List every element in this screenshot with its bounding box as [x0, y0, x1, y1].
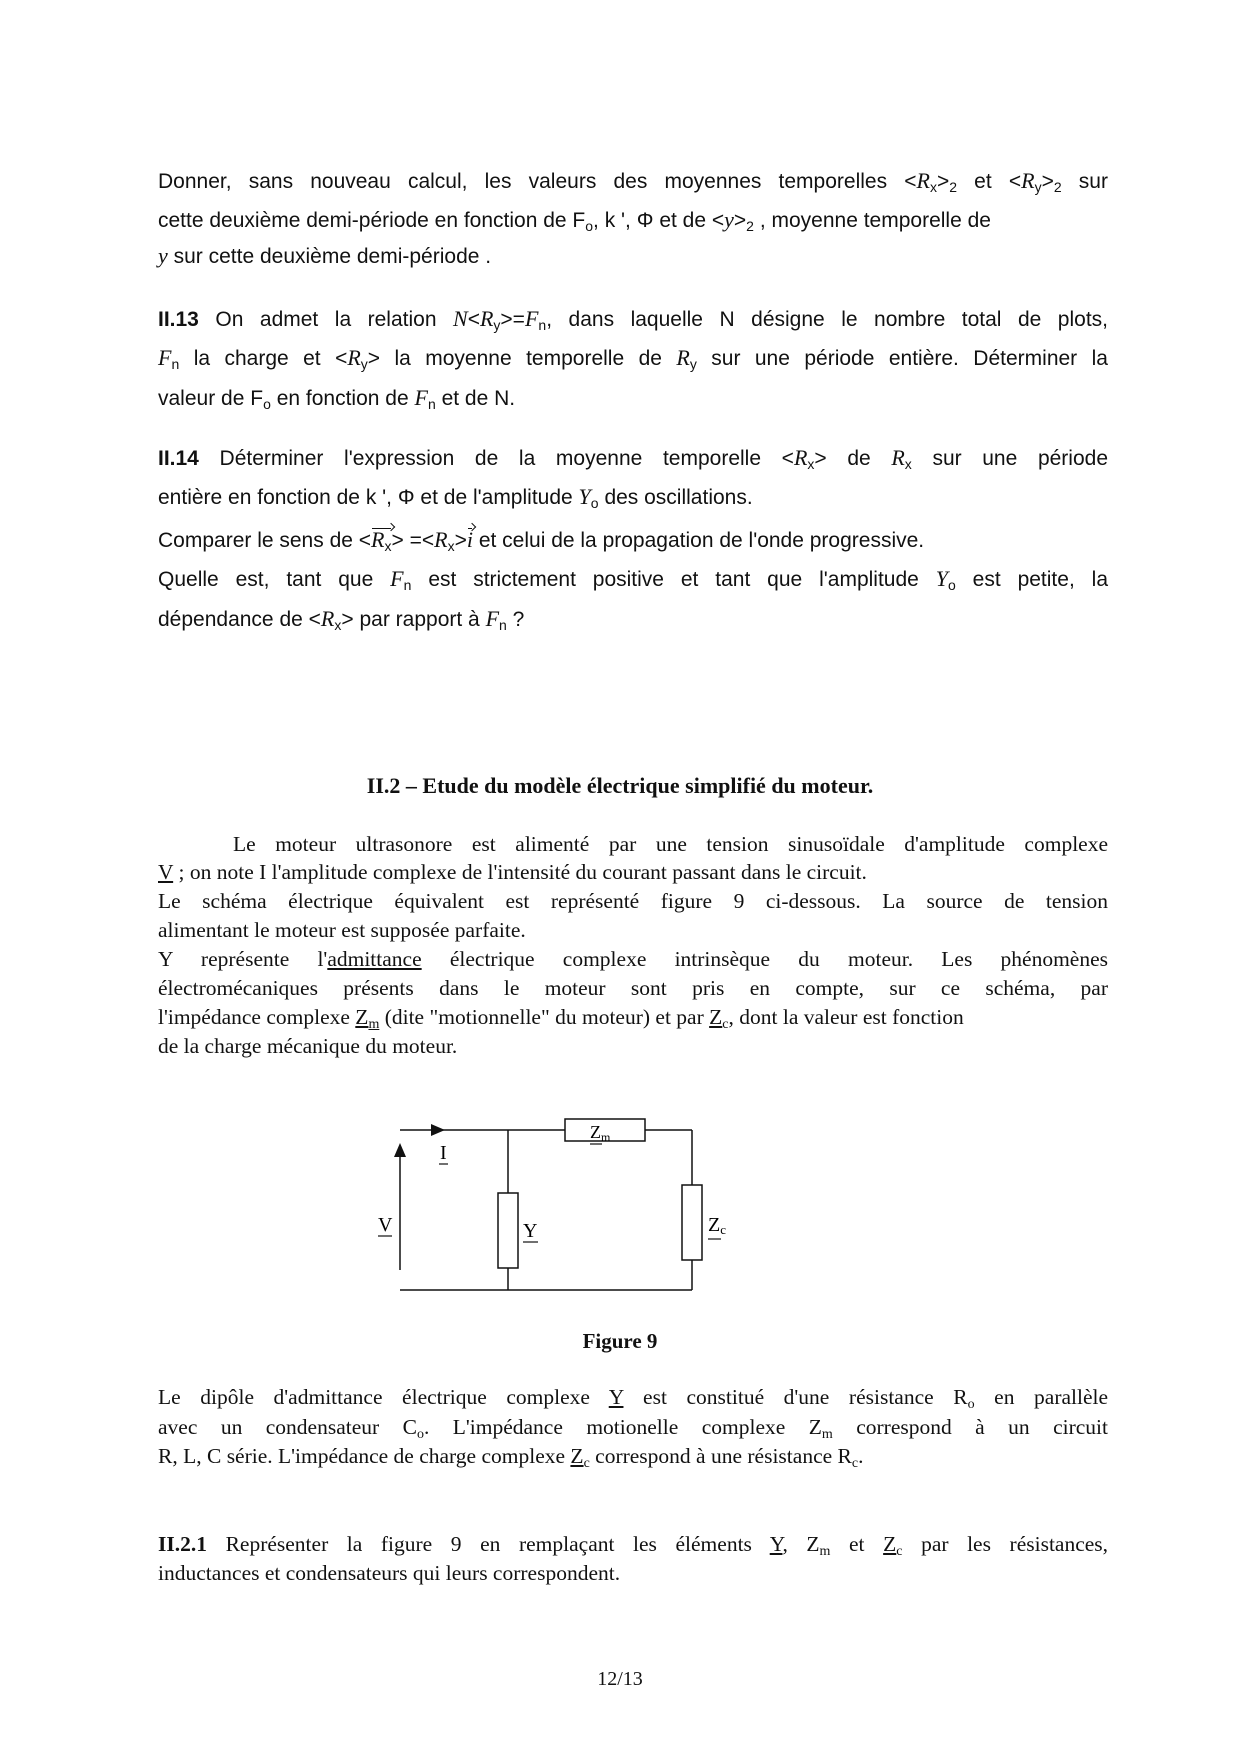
text: est petite, la [972, 568, 1109, 591]
q221-line-1 [158, 1532, 1108, 1557]
text: dépendance de [158, 608, 303, 631]
sym: F [485, 606, 500, 631]
sub: 2 [949, 179, 958, 195]
text: , dans laquelle N désigne le nombre total de plots, [546, 308, 1109, 331]
text: est constitué d'une résistance R [643, 1385, 968, 1409]
q13-line-3 [158, 385, 515, 411]
section-title: II.2 – Etude du modèle électrique simplifié du moteur. [366, 773, 874, 798]
sub: x [807, 456, 815, 472]
text: . [858, 1444, 864, 1468]
text: ; on note I l'amplitude complexe de l'intensité du courant passant dans le circuit. [178, 860, 867, 884]
q221-line-2 [158, 1561, 620, 1586]
sub: y [689, 356, 697, 372]
sym: N [453, 306, 468, 331]
formula-ry: $<R_y>$ la moyenne temporelle de [335, 345, 662, 372]
sym: R [891, 445, 905, 470]
text [158, 947, 422, 971]
text: Z [570, 1444, 584, 1468]
text: correspond à une résistance R [595, 1444, 852, 1468]
sub: o [967, 1397, 975, 1412]
text: avec un condensateur C [158, 1415, 417, 1439]
text: la moyenne temporelle de [394, 347, 662, 370]
text: sur une période [932, 447, 1108, 470]
text: et de N. [441, 387, 516, 410]
q14-number [158, 447, 761, 470]
text: entière en fonction de k ', Φ et de l'amplitude [158, 486, 573, 509]
text [158, 1532, 752, 1556]
text: . L'impédance motionelle complexe Z [423, 1415, 822, 1439]
text: Le dipôle d'admittance électrique complexe [158, 1385, 590, 1409]
q14-line-5: dépendance de $<R_x>$ par rapport à $F_n$ ? [158, 606, 525, 633]
text: électrique complexe intrinsèque du moteur. Les phénomènes [449, 947, 1108, 971]
text: et [974, 170, 992, 193]
label-zm-z: Z [590, 1122, 601, 1142]
formula-ry2: $<R_y>_2$ [1008, 168, 1062, 195]
sub: c [851, 1456, 859, 1471]
text: , moyenne temporelle de [759, 209, 991, 232]
text: (dite "motionnelle" du moteur) et par [384, 1005, 704, 1029]
section-line-2 [158, 860, 867, 885]
q12-line-2 [158, 207, 991, 233]
text: Z [883, 1532, 897, 1556]
sub: o [263, 396, 271, 412]
section-line-6 [158, 976, 1108, 1001]
dipole-line-1 [158, 1385, 1108, 1410]
label-zc-z: Z [708, 1214, 721, 1236]
text: sur cette deuxième demi-période . [173, 245, 492, 268]
text: Le moteur ultrasonore est alimenté par une tension sinusoïdale d'amplitude complexe [233, 832, 1108, 856]
sub: o [416, 1427, 424, 1442]
text: Donner, sans nouveau calcul, les valeurs des moyennes temporelles [158, 170, 888, 193]
sym: Y [935, 566, 948, 591]
page-number: 12/13 [597, 1668, 643, 1690]
dipole-line-2 [158, 1415, 1108, 1440]
text: en fonction de [276, 387, 409, 410]
text [158, 1415, 833, 1442]
text: cette deuxième demi-période en fonction de F [158, 209, 586, 232]
formula-rx2: $<R_x>_2$ [904, 168, 958, 195]
label-v: V [378, 1214, 393, 1236]
sub: x [384, 538, 392, 554]
text: de la charge mécanique du moteur. [158, 1034, 458, 1058]
section-line-8 [158, 1034, 457, 1059]
text: , Z [782, 1532, 820, 1556]
text: II.14 [158, 447, 199, 470]
label-zc [708, 1214, 726, 1237]
q13-line-1 [158, 306, 1108, 332]
text: V [158, 860, 174, 884]
sub: c [896, 1544, 903, 1559]
q14-line-1 [158, 445, 1108, 471]
text: Z [709, 1005, 723, 1029]
text: par les résistances, [921, 1532, 1109, 1556]
label-zm-sub: m [601, 1130, 611, 1144]
text: électromécaniques présents dans le moteur sont pris en compte, sur ce schéma, par [158, 976, 1108, 1000]
sub: x [334, 617, 342, 633]
text: Y [608, 1385, 624, 1409]
formula-ry-plain [676, 347, 1108, 370]
text: , k ', Φ et de [593, 209, 707, 232]
sub: c [722, 1017, 729, 1032]
q13-line-2 [158, 345, 1108, 371]
text: ? [512, 608, 525, 631]
text [883, 1532, 903, 1559]
sub: m [368, 1017, 380, 1032]
sym: F [524, 306, 539, 331]
text: Y représente l' [158, 947, 328, 971]
text: sur [1078, 170, 1108, 193]
text: alimentant le moteur est supposée parfaite. [158, 918, 526, 942]
sym: R [793, 445, 808, 470]
sub: m [819, 1544, 831, 1559]
formula-rx-plain [891, 447, 1108, 470]
voltage-arrowhead [394, 1143, 406, 1157]
text: l'impédance complexe [158, 1005, 350, 1029]
sub: n [171, 356, 180, 372]
sym: R [479, 306, 494, 331]
text: R, L, C série. L'impédance de charge complexe [158, 1444, 566, 1468]
label-zm [590, 1122, 611, 1144]
text: admittance [327, 947, 422, 971]
sub: o [590, 495, 599, 511]
sub: x [929, 179, 937, 195]
formula-relation: $N<R_y>=F_n$, dans laquelle N désigne le nombre total de plots, [453, 306, 1109, 333]
dipole-line-3 [158, 1444, 863, 1469]
text: Représenter la figure 9 en remplaçant les éléments [225, 1532, 752, 1556]
sub: 2 [746, 218, 754, 234]
q12-line-1 [158, 168, 1108, 194]
q14-line-4 [158, 566, 1108, 592]
sub: n [499, 617, 507, 633]
section-line-5 [158, 947, 1108, 972]
text: Quelle est, tant que [158, 568, 374, 591]
figure-caption: Figure 9 [582, 1329, 658, 1353]
sub: y [1034, 179, 1042, 195]
sub: 2 [1053, 179, 1062, 195]
text: On admet la relation [215, 308, 437, 331]
text: II.13 [158, 308, 199, 331]
formula-rx: $<R_x>$ [781, 445, 827, 472]
formula-yo [936, 568, 956, 591]
formula-y2: $<y>_2$ [711, 207, 754, 234]
sym: R [434, 527, 448, 552]
sym: i [466, 527, 473, 552]
q12-line-3 [158, 243, 491, 269]
zc-box [682, 1185, 702, 1260]
text [643, 1385, 975, 1412]
sym: R [347, 345, 361, 370]
sym: R [1021, 168, 1035, 193]
section-line-1 [233, 832, 1108, 857]
label-zc-sub: c [720, 1222, 726, 1237]
sub: n [538, 317, 547, 333]
sym: Y [578, 484, 591, 509]
formula-vector: $<R_x> =<R_x>i$ [358, 527, 473, 554]
text [769, 1532, 831, 1559]
sub: c [583, 1456, 590, 1471]
text: , dont la valeur est fonction [728, 1005, 964, 1029]
formula-fn [158, 347, 321, 370]
text: sur une période entière. Déterminer la [711, 347, 1108, 370]
sub: y [360, 356, 368, 372]
sym: F [390, 566, 404, 591]
q13-number [158, 308, 437, 331]
sym: R [371, 527, 385, 552]
sub: x [447, 538, 455, 554]
sub: x [904, 456, 912, 472]
sub: n [427, 396, 436, 412]
section-line-7 [158, 1005, 964, 1030]
text: par rapport à [359, 608, 480, 631]
text: est strictement positive et tant que l'amplitude [428, 568, 919, 591]
circuit-diagram [360, 1105, 760, 1315]
text: inductances et condensateurs qui leurs correspondent. [158, 1561, 621, 1585]
label-y: Y [523, 1220, 538, 1242]
text: et [849, 1532, 865, 1556]
text: correspond à un circuit [856, 1415, 1108, 1439]
sym: R [676, 345, 690, 370]
q14-line-3 [158, 527, 924, 553]
sym: R [320, 606, 335, 631]
text: Z [355, 1005, 369, 1029]
text: de [847, 447, 871, 470]
sym: R [916, 168, 930, 193]
sub: m [821, 1427, 833, 1442]
y-box [498, 1193, 518, 1268]
sub: y [493, 317, 501, 333]
text: valeur de F [158, 387, 264, 410]
text: Déterminer l'expression de la moyenne temporelle [219, 447, 762, 470]
sub: n [403, 577, 412, 593]
sub: o [947, 577, 956, 593]
section-line-4 [158, 918, 526, 943]
label-i: I [440, 1142, 447, 1164]
text: la charge et [193, 347, 321, 370]
sym: F [158, 345, 172, 370]
formula-fn [390, 568, 411, 591]
text: et celui de la propagation de l'onde progressive. [478, 529, 925, 552]
q14-line-2 [158, 484, 753, 510]
sym: y [158, 243, 168, 268]
sub: o [585, 218, 594, 234]
text: des oscillations. [604, 486, 753, 509]
sym: F [414, 385, 428, 410]
text: II.2.1 [158, 1532, 207, 1556]
text: Comparer le sens de [158, 529, 353, 552]
text: Le schéma électrique équivalent est représenté figure 9 ci-dessous. La source de tension [158, 889, 1108, 913]
section-line-3 [158, 889, 1108, 914]
sym: y [724, 207, 734, 232]
text: en parallèle [994, 1385, 1109, 1409]
current-arrowhead [431, 1124, 445, 1136]
text: Y [769, 1532, 783, 1556]
